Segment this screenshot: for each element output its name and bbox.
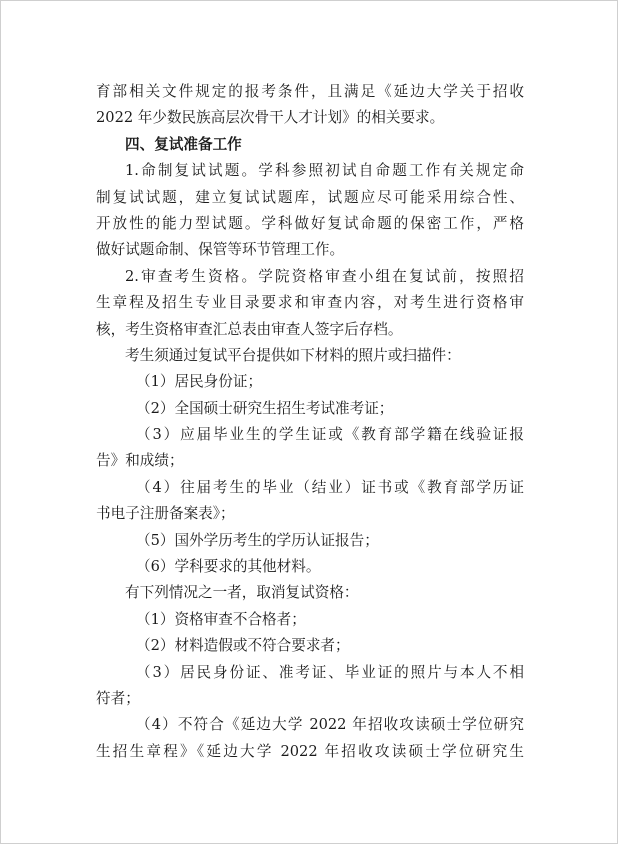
text-line: 开放性的能力型试题。学科做好复试命题的保密工作，严格	[96, 214, 524, 232]
document-body	[96, 79, 524, 765]
text-line: 2.审查考生资格。学院资格审查小组在复试前，按照招	[125, 267, 524, 285]
text-line: 核，考生资格审查汇总表由审查人签字后存档。	[96, 320, 403, 338]
list-item: （4）不符合《延边大学 2022 年招收攻读硕士学位研究	[136, 716, 524, 734]
list-item: （5）国外学历考生的学历认证报告；	[136, 531, 379, 549]
text-line: 符者；	[96, 689, 140, 707]
text-line: 2022 年少数民族高层次骨干人才计划》的相关要求。	[96, 109, 445, 127]
text-line: 告》和成绩；	[96, 452, 184, 470]
list-item: （2）材料造假或不符合要求者；	[136, 637, 350, 655]
text-line: 做好试题命制、保管等环节管理工作。	[96, 241, 345, 259]
list-item: （6）学科要求的其他材料。	[136, 558, 321, 576]
list-item: （1）资格审查不合格者；	[136, 610, 306, 628]
list-item: （1）居民身份证；	[136, 373, 263, 391]
section-heading: 四、复试准备工作	[125, 135, 242, 153]
list-item: （3）应届毕业生的学生证或《教育部学籍在线验证报	[136, 426, 524, 444]
text-line: 生招生章程》《延边大学 2022 年招收攻读硕士学位研究生	[96, 742, 524, 760]
text-line: 书电子注册备案表》；	[96, 505, 235, 523]
text-line: 育部相关文件规定的报考条件，且满足《延边大学关于招收	[96, 83, 524, 100]
list-item: （3）居民身份证、准考证、毕业证的照片与本人不相	[136, 663, 524, 681]
list-item: （4）往届考生的毕业（结业）证书或《教育部学历证	[136, 478, 524, 496]
text-line: 有下列情况之一者，取消复试资格：	[125, 584, 359, 602]
list-item: （2）全国硕士研究生招生考试准考证；	[136, 399, 394, 417]
text-line: 考生须通过复试平台提供如下材料的照片或扫描件：	[125, 346, 461, 364]
text-line: 生章程及招生专业目录要求和审查内容，对考生进行资格审	[96, 294, 524, 312]
text-line: 制复试试题，建立复试试题库，试题应尽可能采用综合性、	[96, 188, 524, 206]
text-line: 1.命制复试试题。学科参照初试自命题工作有关规定命	[125, 162, 524, 180]
